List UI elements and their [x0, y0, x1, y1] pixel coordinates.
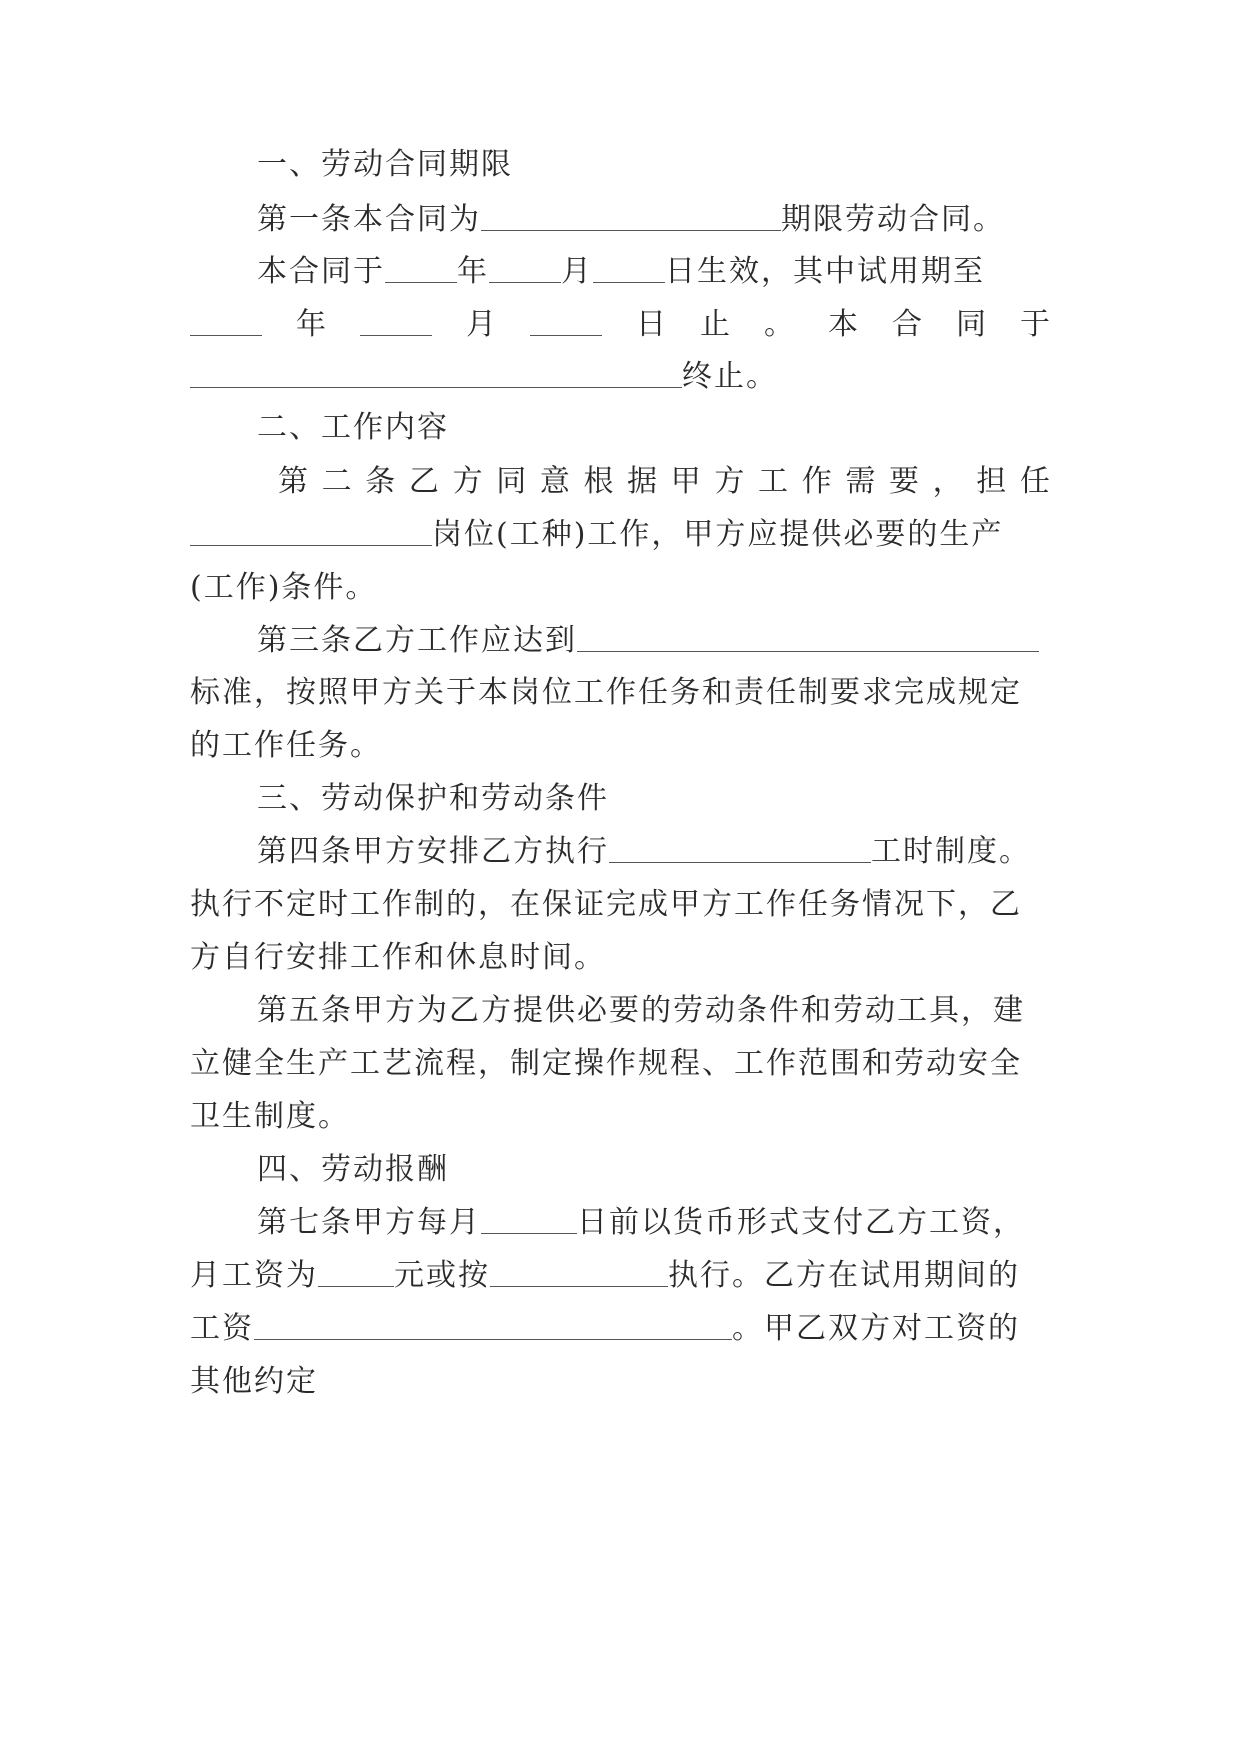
text-char: 。: [764, 307, 794, 342]
text-segment: 终止。: [682, 359, 778, 394]
paragraph-line: 标准，按照甲方关于本岗位工作任务和责任制要求完成规定: [190, 675, 1022, 710]
blank-field-year[interactable]: [385, 252, 457, 283]
text-char: 据: [627, 464, 658, 499]
section-heading-labor-protection: 三、劳动保护和劳动条件: [257, 781, 609, 816]
text-char: 止: [700, 307, 730, 342]
blank-field-monthly-wage[interactable]: [318, 1256, 394, 1287]
text-segment: 第四条甲方安排乙方执行: [257, 834, 609, 869]
monthly-wage-line: [190, 1256, 1050, 1296]
text-char: 方: [452, 464, 483, 499]
text-segment: 工时制度。: [871, 834, 1031, 869]
blank-field-termination[interactable]: [190, 357, 682, 388]
text-segment: 日生效，其中试用期至: [665, 254, 985, 289]
text-char: 本: [828, 307, 858, 342]
text-segment: 工资: [190, 1311, 254, 1346]
blank-field-probation-month[interactable]: [360, 305, 432, 336]
text-char: 于: [1020, 307, 1050, 342]
paragraph-line: 卫生制度。: [190, 1099, 350, 1134]
blank-field-month[interactable]: [489, 252, 561, 283]
blank-field-standard[interactable]: [577, 621, 1039, 652]
effective-date-line: [257, 252, 1050, 292]
text-char: 同: [496, 464, 527, 499]
text-segment: 第三条乙方工作应达到: [257, 623, 577, 658]
text-char: 根: [583, 464, 614, 499]
text-char: 工: [758, 464, 789, 499]
section-heading-remuneration: 四、劳动报酬: [257, 1152, 449, 1187]
text-char: 乙: [408, 464, 439, 499]
text-char: 同: [956, 307, 986, 342]
text-char: 任: [1019, 464, 1050, 499]
article-4-line: [257, 832, 1050, 872]
text-segment: 月工资为: [190, 1258, 318, 1293]
text-char: 意: [539, 464, 570, 499]
paragraph-line: 执行不定时工作制的，在保证完成甲方工作任务情况下，乙: [190, 887, 1022, 922]
post-line: [190, 515, 1050, 555]
text-char: 月: [466, 307, 496, 342]
text-char: 合: [892, 307, 922, 342]
text-segment: 月: [561, 254, 593, 289]
text-char: 要: [888, 464, 919, 499]
text-segment: 日前以货币形式支付乙方工资，: [577, 1205, 1025, 1240]
paragraph-line: 的工作任务。: [190, 728, 382, 763]
article-5-line: 第五条甲方为乙方提供必要的劳动条件和劳动工具，建: [257, 993, 1025, 1028]
section-heading-job-content: 二、工作内容: [257, 410, 449, 445]
text-char: ，: [932, 464, 963, 499]
blank-field-working-hours[interactable]: [609, 832, 871, 863]
blank-field-pay-day[interactable]: [481, 1203, 577, 1234]
text-segment: 第一条本合同为: [257, 202, 481, 237]
blank-field-term-type[interactable]: [481, 200, 781, 231]
termination-line: [190, 357, 1050, 397]
paragraph-line: 立健全生产工艺流程，制定操作规程、工作范围和劳动安全: [190, 1046, 1022, 1081]
blank-field-post[interactable]: [190, 515, 432, 546]
article-2-line: [278, 462, 1050, 502]
text-char: 作: [801, 464, 832, 499]
paragraph-line: 方自行安排工作和休息时间。: [190, 940, 606, 975]
text-char: 二: [321, 464, 352, 499]
article-3-line: [257, 621, 1050, 661]
conditions-line: (工作)条件。: [190, 570, 378, 605]
blank-field-wage-basis[interactable]: [490, 1256, 668, 1287]
text-char: 方: [714, 464, 745, 499]
text-segment: 。甲乙双方对工资的: [732, 1311, 1020, 1346]
text-segment: 元或按: [394, 1258, 490, 1293]
probation-end-line: [190, 305, 1050, 345]
text-segment: 执行。乙方在试用期间的: [668, 1258, 1020, 1293]
paragraph-line: 其他约定: [190, 1364, 318, 1399]
blank-field-probation-wage[interactable]: [254, 1309, 732, 1340]
text-char: 甲: [670, 464, 701, 499]
probation-wage-line: [190, 1309, 1050, 1349]
text-segment: 第七条甲方每月: [257, 1205, 481, 1240]
text-char: 担: [976, 464, 1007, 499]
text-segment: 本合同于: [257, 254, 385, 289]
text-segment: 期限劳动合同。: [781, 202, 1005, 237]
article-7-line: [257, 1203, 1050, 1243]
blank-field-probation-year[interactable]: [190, 305, 262, 336]
text-segment: 年: [457, 254, 489, 289]
text-char: 需: [845, 464, 876, 499]
text-char: 第: [278, 464, 308, 499]
section-heading-contract-term: 一、劳动合同期限: [257, 147, 513, 182]
article-1-line: [257, 200, 1050, 240]
blank-field-probation-day[interactable]: [530, 305, 602, 336]
blank-field-day[interactable]: [593, 252, 665, 283]
text-char: 条: [365, 464, 396, 499]
text-char: 年: [296, 307, 326, 342]
text-char: 日: [636, 307, 666, 342]
text-segment: 岗位(工种)工作，甲方应提供必要的生产: [432, 517, 1004, 552]
